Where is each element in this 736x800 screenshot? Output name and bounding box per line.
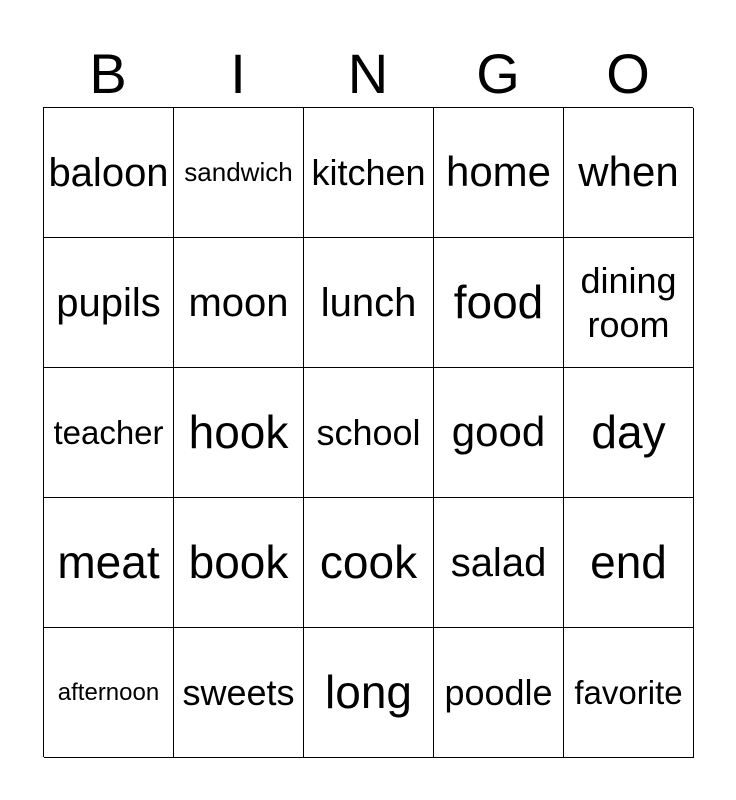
cell-word: poodle xyxy=(444,671,553,713)
bingo-cell[interactable] xyxy=(174,498,304,628)
bingo-cell[interactable] xyxy=(434,498,564,628)
cell-word: teacher xyxy=(53,413,164,451)
bingo-cell[interactable] xyxy=(304,628,434,758)
bingo-cell[interactable] xyxy=(434,368,564,498)
bingo-cell[interactable] xyxy=(304,238,434,368)
header-letter-n: N xyxy=(347,42,389,105)
bingo-cell[interactable] xyxy=(434,238,564,368)
header-letter-b: B xyxy=(89,42,127,105)
bingo-cell[interactable] xyxy=(174,108,304,238)
bingo-cell[interactable] xyxy=(44,628,174,758)
cell-word: school xyxy=(316,411,421,453)
header-letter-o: O xyxy=(606,42,650,105)
bingo-cell[interactable] xyxy=(564,368,694,498)
bingo-cell[interactable] xyxy=(44,498,174,628)
cell-word: book xyxy=(188,536,289,589)
bingo-cell[interactable] xyxy=(304,368,434,498)
cell-word: hook xyxy=(188,406,289,459)
cell-word: baloon xyxy=(48,150,169,195)
cell-word: lunch xyxy=(320,280,417,325)
bingo-cell[interactable] xyxy=(44,108,174,238)
bingo-cell[interactable] xyxy=(434,108,564,238)
cell-word: food xyxy=(453,276,544,329)
bingo-cell[interactable] xyxy=(564,498,694,628)
bingo-cell[interactable] xyxy=(174,368,304,498)
cell-word: end xyxy=(590,536,667,589)
bingo-cell[interactable] xyxy=(304,498,434,628)
cell-word: afternoon xyxy=(57,678,160,706)
cell-word: meat xyxy=(57,536,160,589)
bingo-cell[interactable] xyxy=(304,108,434,238)
bingo-cell[interactable] xyxy=(44,368,174,498)
cell-word: moon xyxy=(188,280,289,325)
header-letter-i: I xyxy=(230,42,246,105)
cell-word: day xyxy=(591,406,666,459)
header-letter-g: G xyxy=(476,42,520,105)
bingo-cell[interactable] xyxy=(174,628,304,758)
cell-word: favorite xyxy=(574,673,683,711)
bingo-header xyxy=(43,40,693,108)
cell-word: sandwich xyxy=(184,156,293,187)
bingo-card-grid xyxy=(43,107,693,757)
cell-word: home xyxy=(445,148,552,196)
cell-word: salad xyxy=(450,540,547,585)
bingo-cell[interactable] xyxy=(564,238,694,368)
cell-word: long xyxy=(325,666,412,719)
cell-word: cook xyxy=(319,536,418,589)
cell-word: sweets xyxy=(182,671,295,713)
cell-word: dining room xyxy=(580,260,677,345)
bingo-cell[interactable] xyxy=(174,238,304,368)
cell-word: pupils xyxy=(56,280,161,325)
cell-word: good xyxy=(451,408,546,456)
bingo-cell[interactable] xyxy=(564,108,694,238)
bingo-cell[interactable] xyxy=(564,628,694,758)
bingo-cell[interactable] xyxy=(44,238,174,368)
cell-word: kitchen xyxy=(311,151,426,193)
cell-word: when xyxy=(578,148,679,196)
bingo-cell[interactable] xyxy=(434,628,564,758)
